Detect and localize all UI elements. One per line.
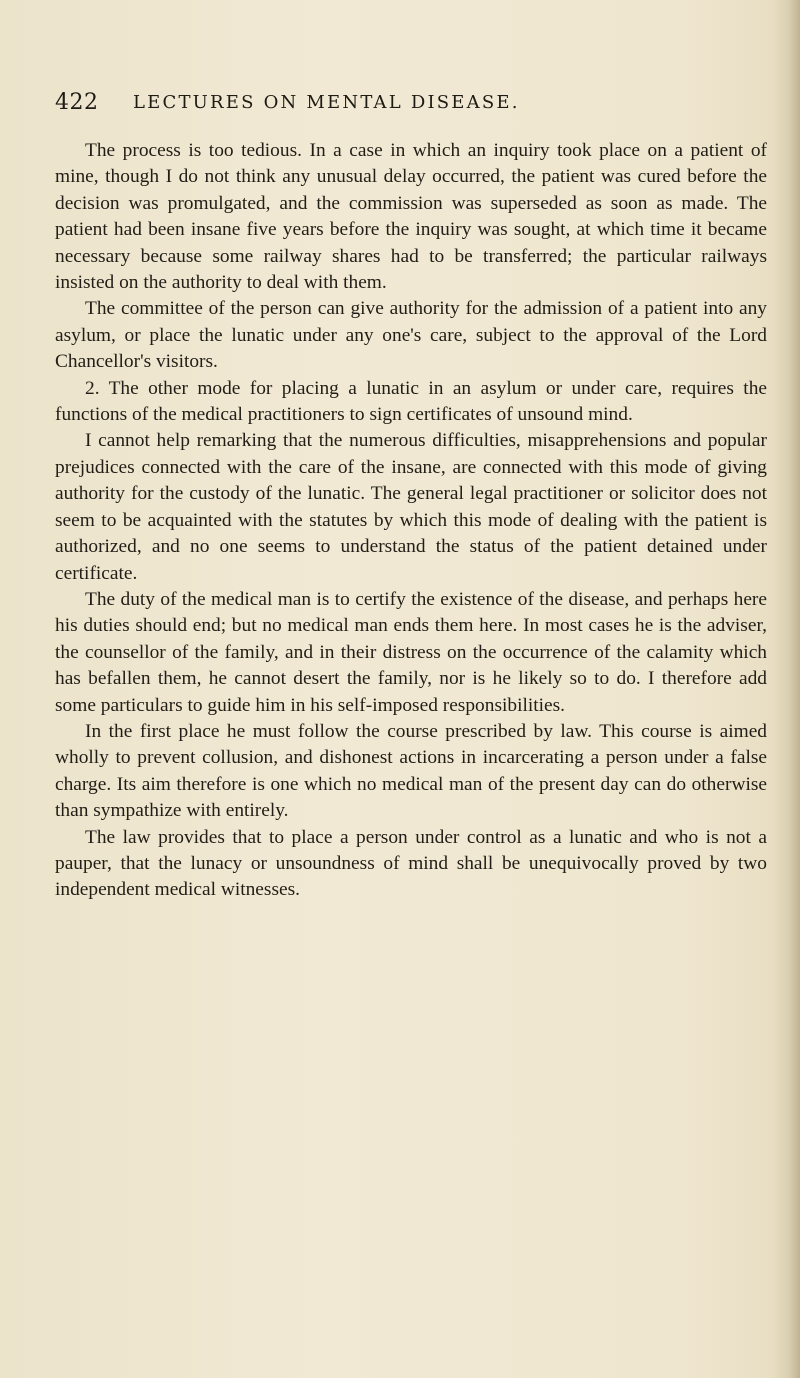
paragraph: The process is too tedious. In a case in which an inquiry took place on a patient of mine, though I do not think any unusual delay occurred, the patient was cured before the decision was promulgated, and the commission was superseded as soon as made. The patient had been insane five years before the inquiry was sought, at which time it became necessary because some railway shares had to be transferred; the particular railways insisted on the authority to deal with them.	[55, 140, 767, 294]
page-edge-shadow	[772, 0, 800, 1378]
running-title: LECTURES ON MENTAL DISEASE.	[133, 92, 520, 113]
page-number: 422	[55, 90, 99, 115]
paragraph: The law provides that to place a person under control as a lunatic and who is not a pauper, that the lunacy or unsoundness of mind shall be unequivocally proved by two independent medical witnesses.	[55, 826, 767, 901]
paragraph: The committee of the person can give authority for the admission of a patient into any asylum, or place the lunatic under any one's care, subject to the approval of the Lord Chancellor's visitors.	[55, 298, 767, 373]
paragraph: In the first place he must follow the course prescribed by law. This course is aimed wholly to prevent collusion, and dishonest actions in incarcerating a person under a false charge. Its aim therefore is one which no medical man of the present day can do otherwise than sympathize with entirely.	[55, 720, 767, 822]
paragraph: I cannot help remarking that the numerous difficulties, misapprehensions and popular prejudices connected with the care of the insane, are connected with this mode of giving authority for the custody of the lunatic. The general legal practitioner or solicitor does not seem to be acquainted with the statutes by which this mode of dealing with the patient is authorized, and no one seems to understand the status of the patient detained under certificate.	[55, 430, 767, 584]
body-text	[55, 138, 767, 904]
paragraph: 2. The other mode for placing a lunatic in an asylum or under care, requires the functions of the medical practitioners to sign certificates of unsound mind.	[55, 377, 767, 426]
page-header	[55, 90, 755, 130]
paragraph: The duty of the medical man is to certify the existence of the disease, and perhaps here his duties should end; but no medical man ends them here. In most cases he is the adviser, the counsellor of the family, and in their distress on the occurrence of the calamity which has befallen them, he cannot desert the family, nor is he likely so to do. I therefore add some particulars to guide him in his self-imposed responsibilities.	[55, 588, 767, 716]
